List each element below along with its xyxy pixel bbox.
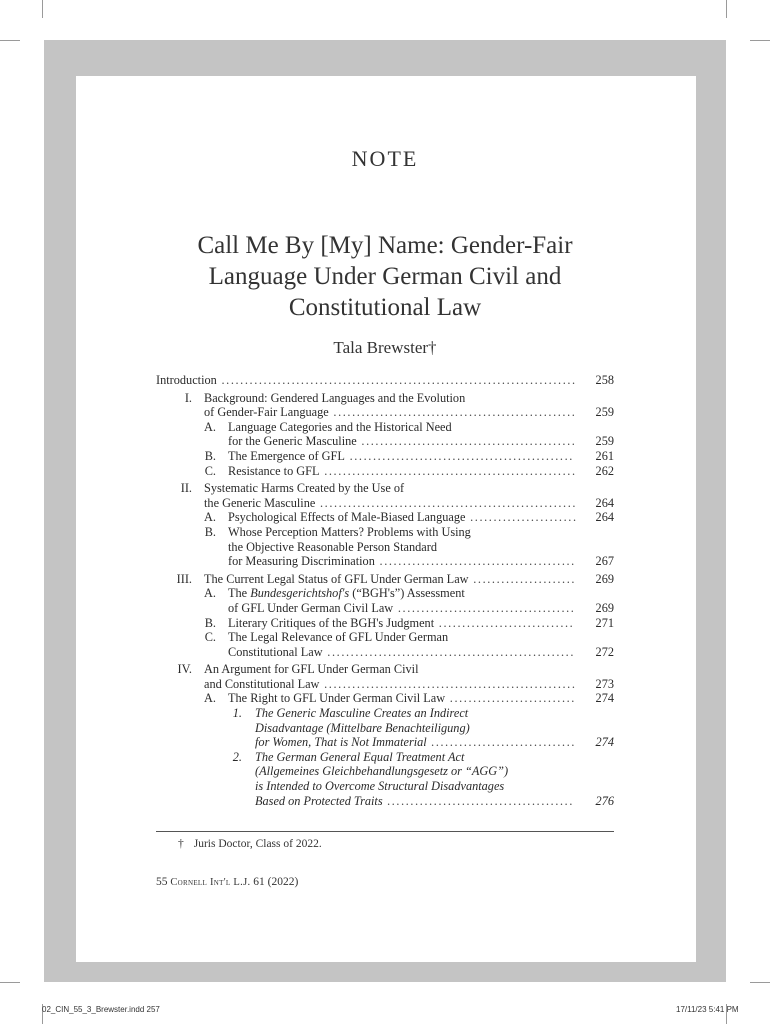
note-heading: NOTE [351, 146, 419, 171]
toc-entry [156, 706, 614, 721]
toc-leader-dots: ........................................ [382, 793, 575, 808]
toc-entry-label: Psychological Effects of Male-Biased Language [228, 510, 466, 525]
toc-entry-text [255, 779, 504, 794]
toc-entry-number: B. [204, 448, 216, 463]
toc-entry [156, 496, 614, 511]
toc-entry-label: the Objective Reasonable Person Standard [228, 539, 437, 554]
toc-entry-text [228, 691, 576, 706]
toc-entry [156, 540, 614, 555]
toc-entry [156, 572, 614, 587]
toc-entry-text [204, 391, 465, 406]
toc-page-number: 274 [595, 691, 614, 706]
footnote [178, 838, 322, 850]
toc-entry-label: Whose Perception Matters? Problems with Using [228, 524, 471, 539]
toc-entry-number: B. [204, 615, 216, 630]
toc-entry-text [228, 420, 452, 435]
toc-page-number: 259 [595, 405, 614, 420]
toc-entry-text [204, 496, 577, 511]
toc-entry-text [255, 706, 468, 721]
toc-entry-case-name: Bundesgerichtshof's [250, 586, 350, 601]
toc-entry-text [228, 525, 471, 540]
crop-mark [0, 40, 20, 41]
journal-citation [156, 876, 298, 888]
toc-entry-text [228, 554, 576, 569]
toc-entry-text [228, 616, 574, 631]
toc-entry-label: is Intended to Overcome Structural Disadvantages [255, 779, 505, 794]
toc-entry [156, 630, 614, 645]
toc-entry-text [228, 630, 448, 645]
toc-page-number: 272 [595, 644, 614, 659]
toc-entry-label: Constitutional Law [228, 644, 323, 659]
toc-entry [156, 525, 614, 540]
toc-entry-label: for Measuring Discrimination [228, 554, 375, 569]
toc-entry-text [228, 449, 574, 464]
toc-entry-number: A. [204, 419, 216, 434]
toc-entry [156, 391, 614, 406]
toc-page-number: 274 [595, 735, 614, 750]
toc-entry-label: The Right to GFL Under German Civil Law [228, 691, 446, 706]
toc-entry-label: Resistance to GFL [228, 463, 320, 478]
toc-entry-label: of Gender-Fair Language [204, 405, 329, 420]
toc-entry-text [228, 434, 576, 449]
toc-entry-text [204, 662, 418, 677]
toc-entry-label: Language Categories and the Historical Need [228, 419, 452, 434]
toc-leader-dots: ............................. [434, 615, 575, 630]
citation-journal: Cornell Int'l L.J. [170, 877, 251, 888]
toc-entry [156, 554, 614, 569]
toc-leader-dots: ...................................................... [319, 463, 577, 478]
toc-entry [156, 601, 614, 616]
title-line: Language Under German Civil and [208, 263, 562, 290]
toc-entry-text [204, 572, 576, 587]
toc-entry-text [228, 540, 437, 555]
toc-entry-number: I. [184, 390, 192, 405]
toc-entry [156, 662, 614, 677]
toc-entry [156, 464, 614, 479]
table-of-contents [156, 373, 614, 808]
toc-entry-text [156, 373, 577, 388]
slug-timestamp: 17/11/23 5:41 PM [676, 1005, 739, 1014]
toc-page-number: 264 [595, 495, 614, 510]
toc-entry [156, 586, 614, 601]
toc-leader-dots: ..................................................... [322, 644, 576, 659]
toc-entry-text [228, 510, 578, 525]
toc-page-number: 262 [595, 463, 614, 478]
toc-entry-number: II. [180, 481, 192, 496]
toc-entry-label: The Current Legal Status of GFL Under German Law [204, 571, 469, 586]
toc-entry [156, 691, 614, 706]
toc-entry [156, 510, 614, 525]
toc-entry-text [228, 601, 575, 616]
toc-leader-dots: .......................................... [374, 554, 576, 569]
toc-entry-number: A. [204, 510, 216, 525]
title-line: Constitutional Law [288, 294, 482, 321]
toc-entry [156, 645, 614, 660]
toc-entry-number: C. [204, 463, 216, 478]
toc-entry-text [255, 794, 574, 809]
toc-entry-label: (Allgemeines Gleichbehandlungsgesetz or “AGG”) [255, 764, 509, 779]
toc-entry-number: IV. [177, 662, 192, 677]
toc-entry-text [255, 764, 508, 779]
toc-page-number: 267 [595, 554, 614, 569]
crop-mark [0, 982, 20, 983]
toc-leader-dots: ........................... [445, 691, 576, 706]
toc-entry-label: The Generic Masculine Creates an Indirect [255, 706, 469, 721]
crop-mark [750, 40, 770, 41]
toc-entry-number: 2. [232, 749, 242, 764]
toc-leader-dots: ....................................................... [315, 495, 578, 510]
toc-entry-label: the Generic Masculine [204, 495, 316, 510]
toc-leader-dots: ...................... [468, 571, 577, 586]
crop-mark [726, 0, 727, 18]
toc-entry-text [204, 481, 404, 496]
toc-entry [156, 779, 614, 794]
toc-page-number: 269 [595, 571, 614, 586]
toc-entry-label: Based on Protected Traits [255, 793, 383, 808]
toc-entry-number: B. [204, 524, 216, 539]
toc-entry-label: and Constitutional Law [204, 676, 320, 691]
footnote-mark: † [178, 838, 184, 850]
toc-page-number: 259 [595, 434, 614, 449]
toc-entry-label: The German General Equal Treatment Act [255, 749, 465, 764]
toc-entry-text [228, 586, 465, 601]
slug-file: 02_CIN_55_3_Brewster.indd 257 [42, 1005, 160, 1014]
toc-page-number: 276 [595, 793, 614, 808]
toc-page-number: 271 [595, 615, 614, 630]
toc-entry [156, 405, 614, 420]
toc-entry-label: The Legal Relevance of GFL Under German [228, 630, 449, 645]
toc-entry-text [228, 464, 577, 479]
toc-page-number: 269 [595, 600, 614, 615]
toc-entry-text [204, 677, 577, 692]
toc-leader-dots: ............................... [426, 735, 577, 750]
toc-entry [156, 721, 614, 736]
footnote-text: Juris Doctor, Class of 2022. [193, 838, 322, 850]
toc-entry-number: III. [176, 571, 192, 586]
crop-mark [750, 982, 770, 983]
toc-entry [156, 794, 614, 809]
toc-leader-dots: ...................................... [393, 600, 576, 615]
toc-entry-label: The Emergence of GFL [228, 448, 345, 463]
toc-entry-label: for the Generic Masculine [228, 434, 357, 449]
article-title [0, 230, 770, 323]
toc-entry [156, 677, 614, 692]
toc-entry-number: A. [204, 691, 216, 706]
toc-leader-dots: .............................................. [356, 434, 577, 449]
toc-entry-number: A. [204, 586, 216, 601]
footnote-rule [156, 831, 614, 832]
toc-entry-number: 1. [232, 706, 242, 721]
toc-entry-text [255, 750, 464, 765]
toc-entry [156, 750, 614, 765]
toc-entry-text-part: (“BGH's”) Assessment [349, 586, 465, 601]
toc-entry-text [255, 721, 470, 736]
toc-entry-label: for Women, That is Not Immaterial [255, 735, 427, 750]
toc-entry [156, 616, 614, 631]
toc-entry [156, 420, 614, 435]
toc-entry-label: Background: Gendered Languages and the Evolution [204, 390, 466, 405]
toc-entry-text [255, 735, 576, 750]
toc-entry [156, 434, 614, 449]
toc-entry-text [228, 645, 575, 660]
toc-leader-dots: ............................................................................ [216, 373, 577, 387]
toc-entry-number: C. [204, 630, 216, 645]
citation-rest: 61 (2022) [253, 876, 299, 888]
toc-leader-dots: ................................................ [344, 448, 574, 463]
toc-entry [156, 764, 614, 779]
toc-entry-label: of GFL Under German Civil Law [228, 600, 394, 615]
crop-mark [42, 0, 43, 18]
toc-leader-dots: .................................................... [328, 405, 577, 420]
toc-page-number: 273 [595, 676, 614, 691]
toc-entry-text-part: The [228, 586, 251, 601]
toc-entry-label: An Argument for GFL Under German Civil [204, 662, 419, 677]
toc-entry-text [204, 405, 576, 420]
title-line: Call Me By [My] Name: Gender-Fair [197, 232, 573, 259]
toc-entry-label: Disadvantage (Mittelbare Benachteiligung) [255, 720, 470, 735]
toc-leader-dots: ...................................................... [319, 676, 577, 691]
toc-entry [156, 373, 614, 388]
toc-page-number: 261 [595, 448, 614, 463]
toc-page-number: 264 [595, 510, 614, 525]
toc-entry-label: Introduction [156, 373, 217, 387]
toc-entry-label: Literary Critiques of the BGH's Judgment [228, 615, 435, 630]
toc-entry [156, 735, 614, 750]
toc-leader-dots: ....................... [465, 510, 578, 525]
toc-entry [156, 481, 614, 496]
author-name: Tala Brewster† [333, 338, 437, 357]
toc-entry [156, 449, 614, 464]
citation-volume: 55 [156, 876, 168, 888]
toc-page-number: 258 [595, 373, 614, 387]
toc-entry-label: Systematic Harms Created by the Use of [204, 481, 405, 496]
